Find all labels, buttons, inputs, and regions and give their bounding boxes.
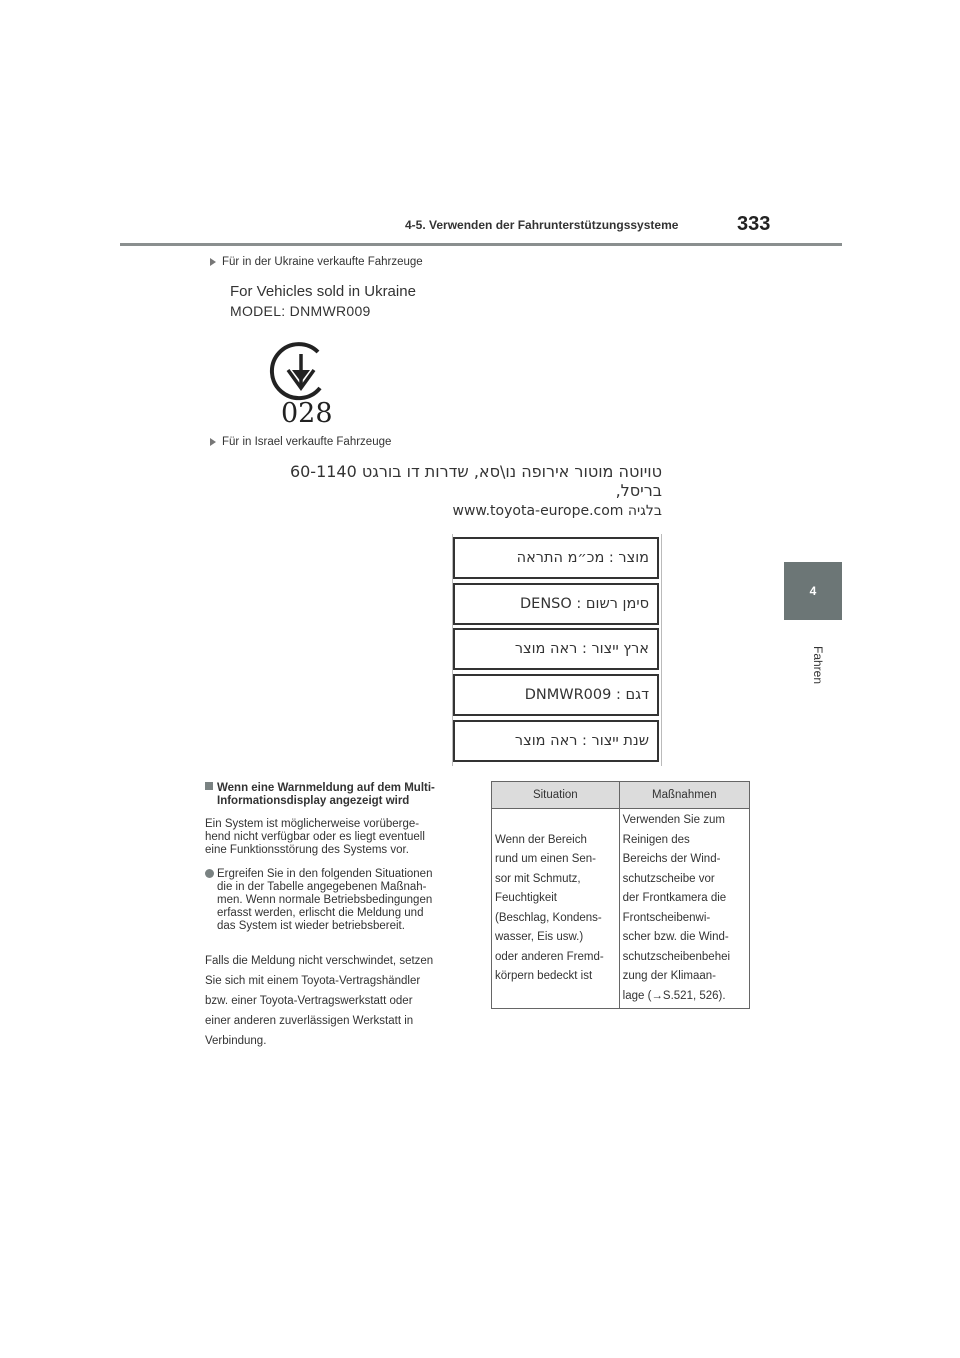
table-header-measures: Maßnahmen (619, 782, 749, 809)
israel-website-line: בלגיה www.toyota-europe.com (452, 503, 662, 519)
measures-cell (619, 809, 749, 1009)
cell-line: rund um einen Sen- (495, 853, 597, 865)
cell-line: körpern bedeckt ist (495, 970, 593, 982)
chapter-tab (784, 562, 842, 620)
cell-line: Frontscheibenwi- (622, 911, 711, 924)
israel-importer-line: טויוטה מוטור אירופה נו\סא, שדרות דו בורגט 60-1140 בריסל, (289, 462, 662, 500)
text-line: Verbindung. (205, 1035, 267, 1047)
warning-section-title (205, 782, 435, 808)
text-line: eine Funktionsstörung des Systems vor. (205, 844, 409, 856)
text-line: erfasst werden, erlischt die Meldung und (217, 907, 424, 919)
text-line: die in der Tabelle angegebenen Maßnah- (217, 881, 427, 893)
text-line: bzw. einer Toyota-Vertragswerkstatt oder (205, 995, 413, 1007)
chapter-number: 4 (809, 584, 817, 598)
certification-code: 028 (281, 398, 333, 429)
warning-closing (205, 951, 433, 1051)
circle-bullet-icon (205, 869, 214, 878)
cell-line: schutzscheibenbehei (622, 950, 731, 963)
cell-line: Verwenden Sie zum (622, 814, 725, 826)
cell-line: der Frontkamera die (622, 892, 727, 904)
situation-cell (492, 809, 620, 1009)
cell-line: wasser, Eis usw.) (495, 931, 584, 943)
israel-label-box: שנת ייצור : ראה מוצר (453, 720, 659, 762)
cell-line: schutzscheibe vor (622, 872, 715, 885)
ukraine-heading-text: Für in der Ukraine verkaufte Fahrzeuge (222, 256, 423, 268)
warning-intro (205, 818, 425, 857)
text-line: Ergreifen Sie in den folgenden Situationen (217, 868, 433, 880)
ukraine-label-line1: For Vehicles sold in Ukraine (230, 283, 416, 300)
ukraine-label-line2: MODEL: DNMWR009 (230, 303, 371, 319)
page-number: 333 (737, 213, 771, 235)
israel-heading (210, 436, 391, 448)
section-title: 4-5. Verwenden der Fahrunterstützungssysteme (405, 218, 679, 232)
table-header-row (492, 782, 750, 809)
chapter-label: Fahren (811, 645, 825, 685)
text-line: Ein System ist möglicherweise vorüberge- (205, 818, 420, 830)
cell-line: Wenn der Bereich (495, 833, 587, 846)
warning-title-line2: Informationsdisplay angezeigt wird (217, 795, 410, 807)
ukraine-heading (210, 256, 423, 268)
triangle-bullet-icon (210, 438, 216, 446)
situation-table (491, 781, 750, 1009)
ukraine-certification-mark-icon (268, 340, 334, 402)
table-header-situation: Situation (492, 782, 620, 809)
warning-title-line1: Wenn eine Warnmeldung auf dem Multi- (217, 782, 435, 794)
header-rule (120, 243, 842, 246)
text-line: Sie sich mit einem Toyota-Vertragshändler (205, 975, 421, 987)
israel-label-box: סימן רשום : DENSO (453, 583, 659, 625)
text-line: men. Wenn normale Betriebsbedingungen (217, 894, 433, 906)
square-bullet-icon (205, 782, 213, 790)
cell-line: scher bzw. die Wind- (622, 931, 729, 943)
table-row (492, 809, 750, 1009)
cell-line: Reinigen des (622, 833, 690, 846)
israel-label-box: ארץ ייצור : ראה מוצר (453, 628, 659, 670)
text-line: das System ist wieder betriebsbereit. (217, 920, 405, 932)
israel-heading-text: Für in Israel verkaufte Fahrzeuge (222, 436, 392, 448)
cell-line: zung der Klimaan- (622, 970, 716, 982)
cell-line: Bereichs der Wind- (622, 853, 721, 865)
text-line: einer anderen zuverlässigen Werkstatt in (205, 1015, 414, 1027)
cell-line: oder anderen Fremd- (495, 950, 604, 963)
triangle-bullet-icon (210, 258, 216, 266)
cell-line: Feuchtigkeit (495, 892, 558, 904)
cell-line: lage (→S.521, 526). (622, 989, 726, 1002)
israel-label-box: מוצר : מכ״מ התראה (453, 537, 659, 579)
cell-line: sor mit Schmutz, (495, 872, 581, 885)
warning-bullet (205, 868, 432, 933)
cell-line: (Beschlag, Kondens- (495, 911, 602, 924)
text-line: Falls die Meldung nicht verschwindet, setzen (205, 955, 434, 967)
israel-label-box: דגם : DNMWR009 (453, 674, 659, 716)
text-line: hend nicht verfügbar oder es liegt eventuell (205, 831, 425, 843)
